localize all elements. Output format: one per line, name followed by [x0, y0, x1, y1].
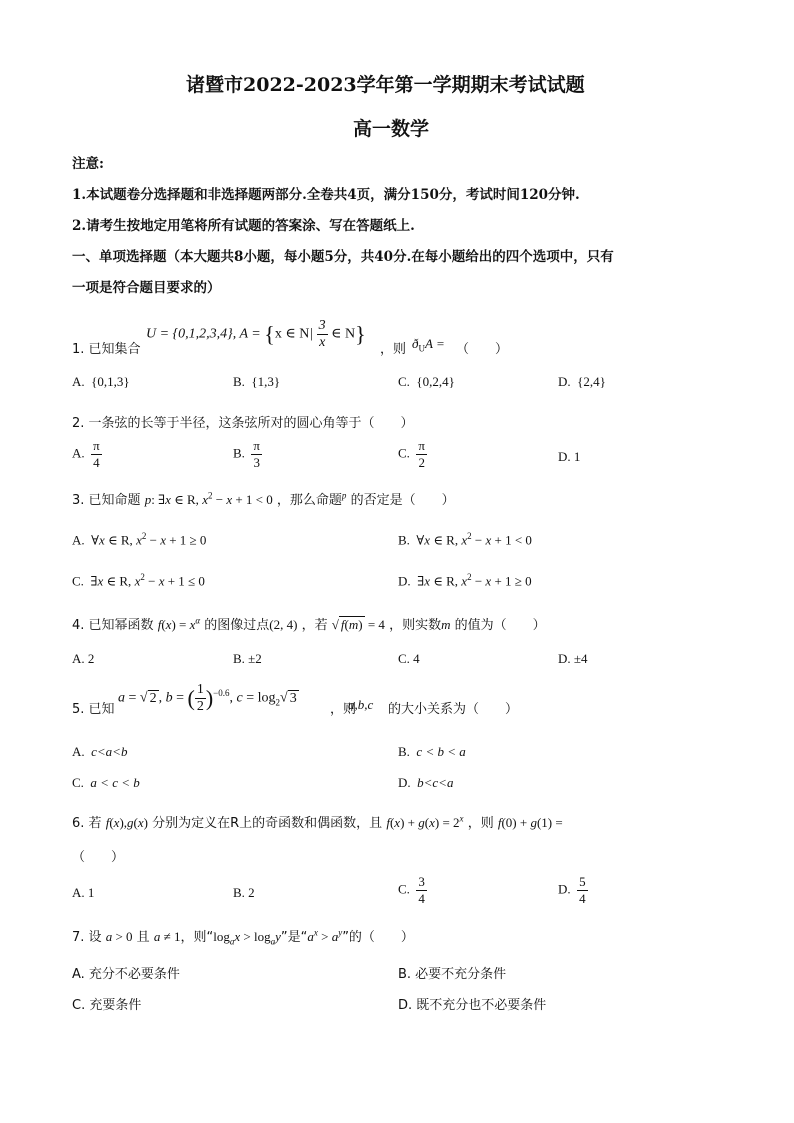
- q4-option-c[interactable]: C. 4: [398, 651, 420, 666]
- q3-then: ，那么命题: [276, 493, 342, 508]
- notes-line-1: 1.本试题卷分选择题和非选择题两部分.全卷共4页，满分150分，考试时间120分钟.: [72, 187, 580, 203]
- question-7: 7. 设 a > 0 且 a ≠ 1，则“$\log_ax > \log_ay$”是“$a^x > a^y$”的（ ）: [72, 927, 414, 947]
- q3-option-b[interactable]: B. ∀x ∈ R, $x^2 - x + 1 < 0$: [398, 531, 532, 548]
- q7-option-d[interactable]: D. 既不充分也不必要条件: [398, 998, 547, 1013]
- q5-expression: a = √ 2 , b = ( $\frac{1}{2}$ )$^{-0.6}$, $c = \log_2√$ 3: [118, 682, 297, 714]
- q3-option-c[interactable]: C. ∃x ∈ R, $x^2 - x + 1 \le 0$: [72, 572, 205, 589]
- q5-option-c[interactable]: C. a < c < b: [72, 775, 140, 790]
- exam-title: 诸暨市2022-2023学年第一学期期末考试试题: [186, 74, 585, 96]
- q2-option-a[interactable]: A. $\frac{\pi}{4}$: [72, 438, 100, 470]
- q6-option-b[interactable]: B. 2: [233, 885, 255, 900]
- q4-option-a[interactable]: A. 2: [72, 651, 95, 666]
- q6-option-c[interactable]: C. $\frac{3}{4}$: [398, 874, 425, 906]
- q4-option-d[interactable]: D. ±4: [558, 651, 588, 666]
- q1-fraction: $\frac{3}{x}$: [318, 318, 326, 350]
- notes-line-2: 2.请考生按地定用笔将所有试题的答案涂、写在答题纸上.: [72, 218, 415, 234]
- q6-option-d[interactable]: D. $\frac{5}{4}$: [558, 874, 586, 906]
- q3-ask: 的否定是（ ）: [350, 493, 455, 508]
- q3-stem: 3. 已知命题: [72, 493, 141, 508]
- q5-option-b[interactable]: B. c < b < a: [398, 744, 466, 759]
- q6-paren: （ ）: [72, 850, 125, 865]
- notes-heading: 注意:: [72, 156, 104, 172]
- exam-subtitle: 高一数学: [353, 118, 430, 140]
- q6-option-a[interactable]: A. 1: [72, 885, 95, 900]
- q5-option-d[interactable]: D. b<c<a: [398, 775, 454, 790]
- question-6: 6. 若 f(x),g(x) 分别为定义在R上的奇函数和偶函数，且 $f(x) + g(x) = 2^x$ ，则 f(0) + g(1) =: [72, 813, 563, 831]
- q1-set-expression: U = {0,1,2,3,4}, A = {x ∈ N| $\frac{3}{x}$ ∈ N}: [146, 318, 366, 350]
- q7-option-b[interactable]: B. 必要不充分条件: [398, 967, 507, 982]
- section-heading-line-1: 一、单项选择题（本大题共8小题，每小题5分，共40分.在每小题给出的四个选项中，只有: [72, 249, 614, 265]
- q4-option-b[interactable]: B. ±2: [233, 651, 262, 666]
- q1-complement: $ð_UA$ =: [412, 336, 445, 354]
- q5-option-a[interactable]: A. c<a<b: [72, 744, 128, 759]
- q1-option-a[interactable]: A. {0,1,3}: [72, 374, 130, 389]
- q1-then: ，则: [380, 342, 407, 357]
- q7-option-c[interactable]: C. 充要条件: [72, 998, 142, 1013]
- q1-stem: 1. 已知集合: [72, 342, 141, 357]
- question-2: 2. 一条弦的长等于半径，这条弦所对的圆心角等于（ ）: [72, 416, 414, 431]
- section-heading-line-2: 一项是符合题目要求的）: [72, 280, 221, 296]
- q3-option-d[interactable]: D. ∃x ∈ R, $x^2 - x + 1 \ge 0$: [398, 572, 532, 589]
- q1-option-d[interactable]: D. {2,4}: [558, 374, 606, 389]
- q2-option-d[interactable]: D. 1: [558, 449, 581, 464]
- q3-option-a[interactable]: A. ∀x ∈ R, $x^2 - x + 1 \ge 0$: [72, 531, 207, 548]
- q7-option-a[interactable]: A. 充分不必要条件: [72, 967, 180, 982]
- q1-option-c[interactable]: C. {0,2,4}: [398, 374, 455, 389]
- question-3: 3. 已知命题 p: ∃x ∈ R, $x^2 - x + 1 < 0$ ，那么命题$^p$ 的否定是（ ）: [72, 490, 455, 508]
- q1-paren: （ ）: [456, 342, 509, 357]
- question-4: 4. 已知幂函数 $f(x) = x^\alpha$ 的图像过点(2, 4) ，若 √ f(m) = 4 ，则实数m 的值为（ ）: [72, 615, 546, 633]
- q3-proposition: p: [144, 492, 152, 507]
- q2-option-b[interactable]: B. $\frac{\pi}{3}$: [233, 438, 260, 470]
- q1-option-b[interactable]: B. {1,3}: [233, 374, 281, 389]
- q2-option-c[interactable]: C. $\frac{\pi}{2}$: [398, 438, 425, 470]
